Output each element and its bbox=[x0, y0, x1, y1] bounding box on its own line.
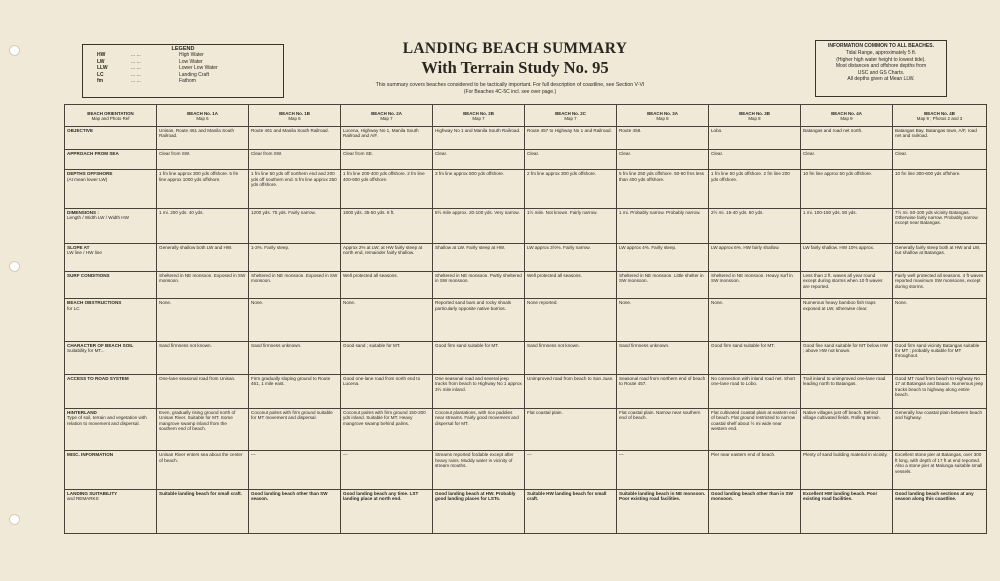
legend-item bbox=[83, 65, 283, 72]
row-label bbox=[65, 243, 157, 271]
table-cell: Streams reported fordable except after heavy rains. Muddy water in vicinity of stream mouths. bbox=[433, 451, 525, 489]
table-cell: Good landing beach at HW. Probably good landing places for LSTs. bbox=[433, 489, 525, 533]
row-label-sub: Suitability for MT... bbox=[67, 347, 105, 353]
legend-key: LC bbox=[97, 71, 104, 78]
table-cell: Unimproved road from beach to San Juan. bbox=[525, 374, 617, 408]
corner-subtitle: Map and Photo Ref bbox=[91, 115, 130, 121]
row-label bbox=[65, 451, 157, 489]
info-line: Tidal Range, approximately 5 ft. bbox=[845, 50, 917, 57]
row-label bbox=[65, 272, 157, 299]
row-label bbox=[65, 170, 157, 208]
row-label-title: DIMENSIONS : bbox=[67, 209, 99, 215]
legend-key: HW bbox=[97, 52, 106, 58]
legend-desc: Lower Low Water bbox=[179, 65, 218, 72]
table-cell: None. bbox=[709, 299, 801, 341]
table-cell: 5 fm line 250 yds offshore. 50-60 fms less than 400 yds offshore. bbox=[617, 170, 709, 208]
table-cell: None. bbox=[249, 299, 341, 341]
beach-map-ref: Map 6 bbox=[196, 115, 209, 121]
table-cell: Unisan River enters sea about the center of beach. bbox=[157, 451, 249, 489]
row-label-title: BEACH OBSTRUCTIONS bbox=[67, 300, 122, 306]
table-cell: Good landing beach other than in SW monsoon. bbox=[709, 489, 801, 533]
table-cell: 1200 yds. 75 yds. Fairly narrow. bbox=[249, 208, 341, 243]
table-row bbox=[65, 409, 987, 451]
beach-column-header bbox=[617, 105, 709, 127]
table-cell: — bbox=[525, 451, 617, 489]
table-cell: 1800 yds. 35-50 yds. 6 ft. bbox=[341, 208, 433, 243]
row-label-sub: (At mean lower LW) bbox=[67, 176, 108, 182]
table-cell: 1 mi. 200 yds. 40 yds. bbox=[157, 208, 249, 243]
table-row bbox=[65, 341, 987, 374]
beach-column-header bbox=[433, 105, 525, 127]
info-title: INFORMATION COMMON TO ALL BEACHES. bbox=[828, 43, 934, 49]
table-cell: Suitable landing beach for small craft. bbox=[157, 489, 249, 533]
table-cell: Well protected all seasons. bbox=[341, 272, 433, 299]
table-row bbox=[65, 150, 987, 170]
row-label-sub: Type of soil, terrain and vegetation with relation to movement and dispersal. bbox=[67, 415, 147, 426]
table-cell: LW approx 6%. HW fairly shallow. bbox=[709, 243, 801, 271]
table-cell: Pier near eastern end of beach. bbox=[709, 451, 801, 489]
beach-column-header bbox=[801, 105, 893, 127]
table-row bbox=[65, 489, 987, 533]
table-cell: Batangas and road net north. bbox=[801, 127, 893, 150]
table-cell: Excellent stone pier at Batangas, over 300 ft long, with depth of 17 ft at end reported. Also a stone pier at Malunga suitable small vessels. bbox=[893, 451, 987, 489]
punch-hole bbox=[9, 45, 20, 56]
beach-map-ref: Map 7 bbox=[564, 115, 577, 121]
table-cell: Firm gradually sloping ground to Route 461, 1 mile east. bbox=[249, 374, 341, 408]
table-row bbox=[65, 374, 987, 408]
row-label bbox=[65, 150, 157, 170]
legend-desc: Landing Craft bbox=[179, 71, 210, 78]
table-cell: 2½ mi. 15-40 yds. 50 yds. bbox=[709, 208, 801, 243]
table-cell: None. bbox=[341, 299, 433, 341]
beach-map-ref: Map 8 bbox=[748, 115, 761, 121]
page-subtitle: With Terrain Study No. 95 bbox=[421, 58, 609, 77]
table-cell: Good landing beach sections at any season along this coastline. bbox=[893, 489, 987, 533]
table-cell: Good fine sand suitable for MT below HW ; above HW not known. bbox=[801, 341, 893, 374]
row-label bbox=[65, 409, 157, 451]
legend-dots: ... ... bbox=[131, 65, 141, 72]
row-label bbox=[65, 299, 157, 341]
table-cell: 1 fm line 200-400 yds offshore. 2 fm line 400-600 yds offshore. bbox=[341, 170, 433, 208]
beach-summary-table bbox=[64, 104, 987, 534]
table-cell: 10 fm line approx 50 yds offshore. bbox=[801, 170, 893, 208]
beach-name: BEACH No. 3A bbox=[647, 110, 678, 116]
table-row bbox=[65, 243, 987, 271]
table-cell: Trail inland to unimproved one-lane road leading north to Batangas. bbox=[801, 374, 893, 408]
table-cell: Shallow at LW. Fairly steep at HW. bbox=[433, 243, 525, 271]
table-cell: Numerous heavy bamboo fish traps exposed at LW, otherwise clear. bbox=[801, 299, 893, 341]
table-cell: Good landing beach other than SW season. bbox=[249, 489, 341, 533]
table-cell: None. bbox=[893, 299, 987, 341]
table-cell: One seasonal road and several jeep tracks from beach to Highway No 1 approx 3½ mile inland. bbox=[433, 374, 525, 408]
table-cell: Seasonal road from northern end of beach to Route 457. bbox=[617, 374, 709, 408]
beach-name: BEACH No. 2B bbox=[463, 110, 494, 116]
beach-map-ref: Map 7 bbox=[472, 115, 485, 121]
row-label-sub: Length / Width LW / Width HW bbox=[67, 214, 129, 220]
legend-key: LLW bbox=[97, 65, 108, 72]
table-cell: 1½ mile. Not known. Fairly narrow. bbox=[525, 208, 617, 243]
table-cell: Generally fairly steep both at HW and LW, but shallow at Batangas. bbox=[893, 243, 987, 271]
table-cell: Suitable HW landing beach for small craft. bbox=[525, 489, 617, 533]
beach-name: BEACH No. 4B bbox=[924, 110, 955, 116]
table-cell: Clear from SW. bbox=[157, 150, 249, 170]
table-cell: Flat coastal plain. bbox=[525, 409, 617, 451]
table-cell: Excellent HW landing beach. Poor existing road facilities. bbox=[801, 489, 893, 533]
info-line: (Higher high water height to lowest tide). bbox=[836, 56, 926, 63]
table-cell: Clear. bbox=[617, 150, 709, 170]
legend-desc: High Water bbox=[179, 52, 204, 58]
table-cell: Lobo. bbox=[709, 127, 801, 150]
table-cell: Sand firmness not known. bbox=[157, 341, 249, 374]
legend-item bbox=[83, 78, 283, 85]
beach-map-ref: Map 8 bbox=[656, 115, 669, 121]
row-label-title: OBJECTIVE bbox=[67, 128, 94, 133]
legend-dots: ... ... bbox=[131, 52, 141, 58]
table-cell: Good firm sand suitable for MT. bbox=[709, 341, 801, 374]
table-cell: Batangas Bay. Batangas town, A/F, road net and railroad. bbox=[893, 127, 987, 150]
table-cell: Clear. bbox=[893, 150, 987, 170]
table-cell: 1 fm line 50 yds off northern end and 200 yds off southern end. 5 fm line approx 350 yds offshore. bbox=[249, 170, 341, 208]
legend-dots: ... ... bbox=[131, 71, 141, 78]
table-cell: Good landing beach any time. LST landing place at north end. bbox=[341, 489, 433, 533]
legend-key: LW bbox=[97, 58, 105, 65]
table-cell: Well protected all seasons. bbox=[525, 272, 617, 299]
page-title: LANDING BEACH SUMMARY bbox=[402, 40, 628, 57]
row-label-title: HINTERLAND bbox=[67, 410, 97, 415]
info-line: All depths given at Mean LLW. bbox=[847, 76, 915, 83]
table-cell: Sheltered in NE monsoon. Exposed in SW monsoon. bbox=[157, 272, 249, 299]
row-label bbox=[65, 374, 157, 408]
row-label bbox=[65, 127, 157, 150]
row-label-title: APPROACH FROM SEA bbox=[67, 151, 119, 157]
beach-column-header bbox=[893, 105, 987, 127]
table-cell: Highway No 1 and Manila South Railroad. bbox=[433, 127, 525, 150]
beach-name: BEACH No. 1A bbox=[187, 110, 218, 116]
table-row bbox=[65, 299, 987, 341]
legend-dots: ... ... bbox=[131, 58, 141, 65]
table-cell: Good firm sand suitable for MT. bbox=[433, 341, 525, 374]
table-cell: None. bbox=[617, 299, 709, 341]
beach-map-ref: Map 9 ; Photos 2 and 3 bbox=[916, 115, 963, 121]
table-cell: Flat coastal plain. Narrow near southern end of beach. bbox=[617, 409, 709, 451]
row-label-sub: and REMARKS bbox=[67, 495, 99, 501]
table-cell: LW fairly shallow. HW 10% approx. bbox=[801, 243, 893, 271]
table-cell: Good firm sand vicinity Batangas suitable for MT ; probably suitable for MT throughout. bbox=[893, 341, 987, 374]
table-row bbox=[65, 127, 987, 150]
table-cell: LW approx 4%. Fairly steep. bbox=[617, 243, 709, 271]
legend-desc: Low Water bbox=[179, 58, 203, 65]
table-cell: No connection with inland road net. Short one-lane road to Lobo. bbox=[709, 374, 801, 408]
row-label-title: MISC. INFORMATION bbox=[67, 452, 114, 458]
table-cell: Route 461 and Manila South Railroad. bbox=[249, 127, 341, 150]
table-cell: Sheltered in NE monsoon. Exposed in SW monsoon. bbox=[249, 272, 341, 299]
table-cell: Good MT road from beach to Highway No 17 at Batangas and Bauan. Numerous jeep tracks beach to highway along entire beach. bbox=[893, 374, 987, 408]
table-cell: Sand firmness unknown. bbox=[249, 341, 341, 374]
table-cell: Reported sand bars and rocky shoals particularly opposite native barrios. bbox=[433, 299, 525, 341]
table-cell: 2 fm line approx 300 yds offshore. bbox=[525, 170, 617, 208]
info-line: Most distances and offshore depths from bbox=[835, 63, 927, 70]
table-cell: Good sand ; suitable for MT. bbox=[341, 341, 433, 374]
beach-column-header bbox=[157, 105, 249, 127]
table-cell: Fairly well protected all seasons. 4 ft waves reported maximum SW monsoons, except during storms. bbox=[893, 272, 987, 299]
table-cell: Even, gradually rising ground north of Unisan River. Suitable for MT. Some mangrove swamp inland from the southern end of beach. bbox=[157, 409, 249, 451]
corner-header bbox=[65, 105, 157, 127]
beach-name: BEACH No. 1B bbox=[279, 110, 310, 116]
table-cell: Generally shallow both LW and HW. bbox=[157, 243, 249, 271]
beach-column-header bbox=[709, 105, 801, 127]
row-label-title: SURF CONDITIONS bbox=[67, 273, 110, 279]
table-cell: LW approx 3½%. Fairly narrow. bbox=[525, 243, 617, 271]
legend-desc: Fathom bbox=[179, 78, 196, 85]
table-cell: Sheltered in NE monsoon. Little shelter in SW monsoon. bbox=[617, 272, 709, 299]
table-cell: Coconut palms with firm ground suitable for MT movement and dispersal. bbox=[249, 409, 341, 451]
table-cell: Approx 2% at LW; at HW fairly steep at north end, remainder fairly shallow. bbox=[341, 243, 433, 271]
table-row bbox=[65, 451, 987, 489]
table-cell: Sheltered in NE monsoon. Heavy surf in SW monsoon. bbox=[709, 272, 801, 299]
legend-box bbox=[82, 44, 284, 98]
punch-hole bbox=[9, 514, 20, 525]
row-label-title: LANDING SUITABILITY bbox=[67, 490, 118, 496]
beach-name: BEACH No. 3B bbox=[739, 110, 770, 116]
legend-dots: ... ... bbox=[131, 78, 141, 85]
legend-item bbox=[83, 52, 283, 59]
beach-column-header bbox=[525, 105, 617, 127]
table-cell: Lucena, Highway No 1, Manila South Railroad and A/F. bbox=[341, 127, 433, 150]
table-cell: — bbox=[341, 451, 433, 489]
beach-name: BEACH No. 2A bbox=[371, 110, 402, 116]
table-cell: 10 fm line 300-600 yds offshore. bbox=[893, 170, 987, 208]
table-cell: Clear from SW. bbox=[249, 150, 341, 170]
table-cell: Clear. bbox=[801, 150, 893, 170]
table-cell: 1 fm line approx 300 yds offshore. 5 fm line approx 1000 yds offshore. bbox=[157, 170, 249, 208]
table-cell: Sand firmness unknown. bbox=[617, 341, 709, 374]
legend-title: LEGEND bbox=[171, 46, 195, 52]
corner-title: BEACH ORIENTATION bbox=[87, 110, 134, 116]
row-label bbox=[65, 341, 157, 374]
table-cell: Sheltered in NE monsoon. Partly sheltered in SW monsoon. bbox=[433, 272, 525, 299]
table-cell: Less than 2 ft. waves all year round except during storms when 10 ft waves are reported. bbox=[801, 272, 893, 299]
punch-hole bbox=[9, 261, 20, 272]
table-cell: 1-2%. Fairly steep. bbox=[249, 243, 341, 271]
table-cell: 1 mi. Probably narrow. Probably narrow. bbox=[617, 208, 709, 243]
info-box bbox=[815, 40, 947, 97]
beach-map-ref: Map 6 bbox=[288, 115, 301, 121]
table-cell: 8½ mile approx. 20-100 yds. Very narrow. bbox=[433, 208, 525, 243]
info-line: USC and GS Charts. bbox=[857, 69, 905, 76]
table-row bbox=[65, 170, 987, 208]
table-cell: — bbox=[617, 451, 709, 489]
beach-name: BEACH No. 4A bbox=[831, 110, 862, 116]
table-cell: Suitable landing beach in NE monsoon. Poor existing road facilities. bbox=[617, 489, 709, 533]
row-label-sub: LW line / HW line bbox=[67, 250, 102, 256]
table-cell: 3 fm line approx 500 yds offshore. bbox=[433, 170, 525, 208]
table-cell: Coconut plantations, with rice paddies near streams. Fairly good movement and dispersal for MT. bbox=[433, 409, 525, 451]
row-label bbox=[65, 489, 157, 533]
row-label bbox=[65, 208, 157, 243]
table-cell: Sand firmness not known. bbox=[525, 341, 617, 374]
table-cell: None reported. bbox=[525, 299, 617, 341]
legend-item bbox=[83, 59, 283, 66]
table-cell: Plenty of sand building material in vicinity. bbox=[801, 451, 893, 489]
table-cell: 1 fm line 50 yds offshore. 2 fm line 200 yds offshore. bbox=[709, 170, 801, 208]
beach-column-header bbox=[341, 105, 433, 127]
table-cell: Unisan, Route 461 and Manila South Railroad. bbox=[157, 127, 249, 150]
row-label-title: DEPTHS OFFSHORE bbox=[67, 171, 113, 177]
table-cell: 7½ mi. 50-100 yds vicinity Batangas. Otherwise fairly narrow. Probably narrow except near Batangas. bbox=[893, 208, 987, 243]
table-cell: Route 458. bbox=[617, 127, 709, 150]
table-cell: Route 457 to Highway No 1 and Railroad. bbox=[525, 127, 617, 150]
table-cell: Good one-lane road from north end to Lucena. bbox=[341, 374, 433, 408]
table-row bbox=[65, 272, 987, 299]
row-label-sub: for LC bbox=[67, 305, 80, 311]
table-cell: Clear. bbox=[433, 150, 525, 170]
legend-item bbox=[83, 72, 283, 79]
table-row bbox=[65, 208, 987, 243]
row-label-title: CHARACTER OF BEACH SOIL bbox=[67, 342, 134, 348]
legend-key: fm bbox=[97, 78, 104, 85]
table-cell: Coconut palms with firm ground 150-200 yds inland. Suitable for MT. Heavy mangrove swamp behind palms. bbox=[341, 409, 433, 451]
beach-map-ref: Map 9 bbox=[840, 115, 853, 121]
row-label-title: SLOPE AT bbox=[67, 244, 90, 250]
summary-note: This summary covers beaches considered to be tactically important. For full description of coastline, see Section V-VI bbox=[375, 82, 645, 88]
table-cell: One-lane seasonal road from Unisan. bbox=[157, 374, 249, 408]
table-cell: — bbox=[249, 451, 341, 489]
table-cell: Clear. bbox=[709, 150, 801, 170]
beaches-note: (For Beaches 4C-5C incl. see over page.) bbox=[463, 89, 557, 95]
row-label-title: ACCESS TO ROAD SYSTEM bbox=[67, 375, 129, 381]
table-cell: None. bbox=[157, 299, 249, 341]
table-cell: Clear. bbox=[525, 150, 617, 170]
beach-map-ref: Map 7 bbox=[380, 115, 393, 121]
table-cell: Flat cultivated coastal plain at eastern end of beach. Flat ground restricted to narrow coastal shelf about ½ mi wide near western end. bbox=[709, 409, 801, 451]
table-cell: Generally low coastal plain between beach and highway. bbox=[893, 409, 987, 451]
beach-column-header bbox=[249, 105, 341, 127]
beach-name: BEACH No. 2C bbox=[555, 110, 586, 116]
table-cell: 1 mi. 100-150 yds. 50 yds. bbox=[801, 208, 893, 243]
table-cell: Clear from SE. bbox=[341, 150, 433, 170]
table-cell: Native villages just off beach. Behind village cultivated fields. Rolling terrain. bbox=[801, 409, 893, 451]
